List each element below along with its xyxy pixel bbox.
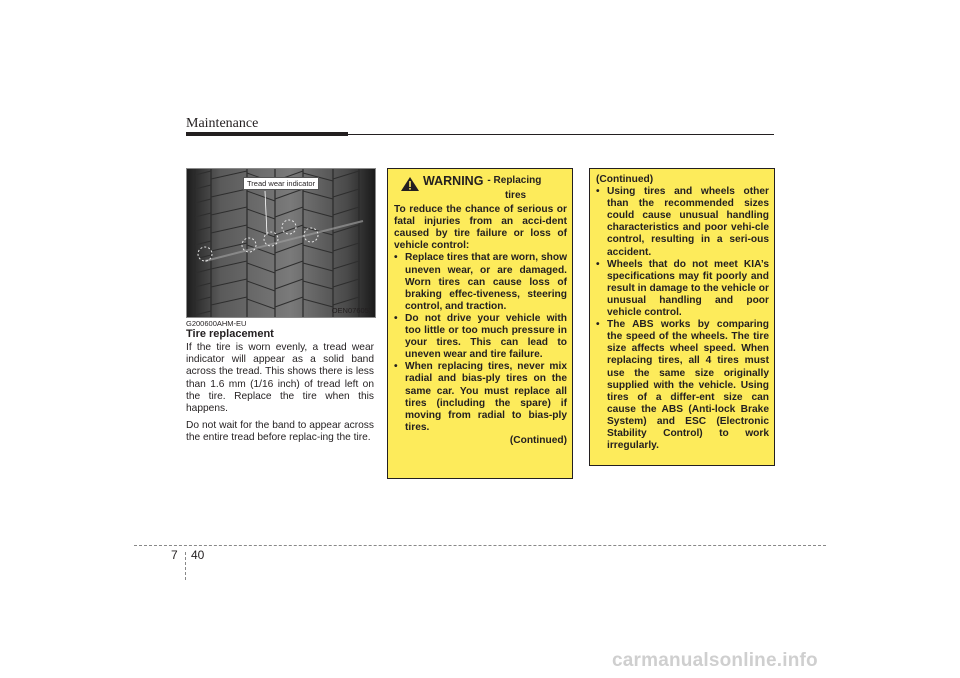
footer-vertical-rule — [185, 552, 186, 580]
continued-label: (Continued) — [509, 434, 567, 446]
warning-item-text: When replacing tires, never mix radial and bias-ply tires on the same car. You must replace all tires (including the spare) if moving from radial to bias-ply tires. — [405, 361, 567, 433]
body-text — [186, 342, 374, 450]
section-heading: Tire replacement — [186, 328, 274, 340]
header-rule-thin — [348, 134, 774, 135]
warning-title: WARNING — [423, 174, 484, 188]
page-header-title: Maintenance — [186, 116, 259, 131]
warning-box — [387, 168, 573, 479]
continued-list-item: • The ABS works by comparing the speed of the wheels. The tire size affects wheel speed. When replacing tires, all 4 tires must use the same size originally supplied with the vehicle. Using tires of a differ-ent size can cause the ABS (Anti-lock Brake System) and ESC (Electronic Stability Control) to work irregularly. — [596, 319, 769, 452]
warning-list — [394, 252, 567, 433]
warning-triangle-icon — [400, 176, 420, 192]
continued-item-text: Wheels that do not meet KIA’s specifications may fit poorly and result in damage to the vehicle or unusual handling and poor vehicle control. — [607, 258, 769, 319]
tread-wear-indicator-callout: Tread wear indicator — [243, 177, 319, 190]
warning-subtitle: - Replacing — [487, 175, 542, 186]
body-paragraph: If the tire is worn evenly, a tread wear indicator will appear as a solid band across the tread. This shows there is less than 1.6 mm (1/16 inch) of tread left on the tire. Replace the tire when this happens. — [186, 342, 374, 415]
warning-list-item: • Do not drive your vehicle with too little or too much pressure in your tires. This can lead to uneven wear and tire failure. — [394, 312, 567, 361]
continued-warning-box — [589, 168, 775, 466]
tire-tread-figure — [186, 168, 376, 318]
body-paragraph: Do not wait for the band to appear across the entire tread before replac-ing the tire. — [186, 420, 374, 444]
warning-list-item: • Replace tires that are worn, show uneven wear, or are damaged. Worn tires can cause loss of braking effec-tiveness, steering control, and traction. — [394, 252, 567, 312]
header-rule-thick — [186, 132, 348, 136]
tire-tread-illustration — [187, 169, 375, 317]
watermark: carmanualsonline.info — [612, 650, 818, 671]
continued-heading: (Continued) — [596, 174, 654, 185]
section-code: G200600AHM-EU — [186, 319, 247, 328]
warning-list-item: • When replacing tires, never mix radial and bias-ply tires on the same car. You must replace all tires (including the spare) if moving from radial to bias-ply tires. — [394, 361, 567, 433]
warning-intro: To reduce the chance of serious or fatal injuries from an acci-dent caused by tire failure or loss of vehicle control: — [394, 204, 567, 252]
chapter-number: 7 — [171, 548, 178, 562]
continued-list-item: • Wheels that do not meet KIA’s specifications may fit poorly and result in damage to the vehicle or unusual handling and poor vehicle control. — [596, 258, 769, 319]
warning-item-text: Replace tires that are worn, show uneven wear, or are damaged. Worn tires can cause loss of braking effec-tiveness, steering control, and traction. — [405, 252, 567, 312]
footer-rule — [134, 545, 826, 546]
page-number: 40 — [191, 548, 205, 562]
continued-list — [596, 186, 769, 452]
warning-subtitle-line2: tires — [504, 190, 527, 201]
continued-item-text: The ABS works by comparing the speed of the wheels. The tire size affects wheel speed. When replacing tires, all 4 tires must use the same size originally supplied with the vehicle. Using tires of a differ-ent size can cause the ABS (Anti-lock Brake System) and ESC (Electronic Stability Control) to work irregularly. — [607, 319, 769, 452]
continued-list-item: • Using tires and wheels other than the recommended sizes could cause unusual handling characteristics and poor vehi-cle control, resulting in a seri-ous accident. — [596, 186, 769, 258]
figure-code: OEN076053 — [331, 306, 373, 315]
continued-item-text: Using tires and wheels other than the recommended sizes could cause unusual handling characteristics and poor vehi-cle control, resulting in a seri-ous accident. — [607, 186, 769, 258]
warning-item-text: Do not drive your vehicle with too little or too much pressure in your tires. This can lead to uneven wear and tire failure. — [405, 312, 567, 361]
